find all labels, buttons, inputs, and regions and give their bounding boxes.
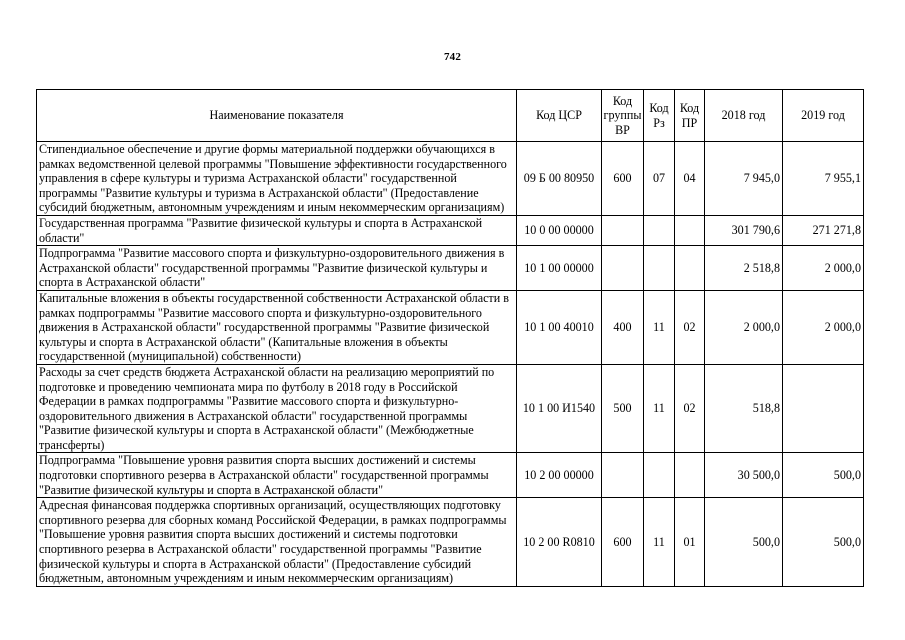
- header-csr: Код ЦСР: [517, 90, 602, 142]
- row-vr: 600: [602, 142, 644, 216]
- row-2018: 2 000,0: [705, 290, 783, 364]
- row-rz: 11: [644, 498, 675, 587]
- row-rz: 11: [644, 364, 675, 453]
- row-2018: 30 500,0: [705, 453, 783, 498]
- table-row: [37, 364, 864, 453]
- row-vr: 400: [602, 290, 644, 364]
- row-2018: 301 790,6: [705, 215, 783, 245]
- row-pr: [675, 453, 705, 498]
- header-2019: 2019 год: [783, 90, 864, 142]
- row-pr: 02: [675, 290, 705, 364]
- row-pr: 04: [675, 142, 705, 216]
- row-csr: 10 1 00 40010: [517, 290, 602, 364]
- row-rz: [644, 453, 675, 498]
- table-row: [37, 142, 864, 216]
- row-pr: [675, 215, 705, 245]
- table-row: [37, 453, 864, 498]
- row-2019: 500,0: [783, 498, 864, 587]
- table-row: [37, 215, 864, 245]
- row-2019: 2 000,0: [783, 246, 864, 291]
- row-csr: 10 0 00 00000: [517, 215, 602, 245]
- table-row: [37, 290, 864, 364]
- row-csr: 10 2 00 R0810: [517, 498, 602, 587]
- table-header-row: [37, 90, 864, 142]
- row-vr: [602, 246, 644, 291]
- row-name: Адресная финансовая поддержка спортивных организаций, осуществляющих подготовку спортивного резерва для сборных команд Российской Федерации, в рамках подпрограммы "Повышение уровня развития спорта высших достижений и системы подготовки спортивного резерва в Астраханской области" государственной программы "Развитие физической культуры и спорта в Астраханской области" (Предоставление субсидий бюджетным, автономным учреждениям и иным некоммерческим организациям): [37, 498, 517, 587]
- row-csr: 10 2 00 00000: [517, 453, 602, 498]
- row-2018: 2 518,8: [705, 246, 783, 291]
- header-vr: Код группы ВР: [602, 90, 644, 142]
- row-2019: 500,0: [783, 453, 864, 498]
- row-pr: [675, 246, 705, 291]
- row-name: Подпрограмма "Повышение уровня развития спорта высших достижений и системы подготовки спортивного резерва в Астраханской области" государственной программы "Развитие физической культуры и спорта в Астраханской области": [37, 453, 517, 498]
- row-pr: 01: [675, 498, 705, 587]
- row-vr: 500: [602, 364, 644, 453]
- header-pr: Код ПР: [675, 90, 705, 142]
- row-2019: 7 955,1: [783, 142, 864, 216]
- table-row: [37, 246, 864, 291]
- row-name: Государственная программа "Развитие физической культуры и спорта в Астраханской области": [37, 215, 517, 245]
- row-name: Расходы за счет средств бюджета Астраханской области на реализацию мероприятий по подготовке и проведению чемпионата мира по футболу в 2018 году в Российской Федерации в рамках подпрограммы "Развитие массового спорта и физкультурно-оздоровительного движения в Астраханской области" государственной программы "Развитие физической культуры и спорта в Астраханской области" (Межбюджетные трансферты): [37, 364, 517, 453]
- table-row: [37, 498, 864, 587]
- row-name: Стипендиальное обеспечение и другие формы материальной поддержки обучающихся в рамках ведомственной целевой программы "Повышение эффективности государственного управления в сфере культуры и туризма Астраханской области" государственной программы "Развитие культуры и туризма в Астраханской области" (Предоставление субсидий бюджетным, автономным учреждениям и иным некоммерческим организациям): [37, 142, 517, 216]
- header-name: Наименование показателя: [37, 90, 517, 142]
- row-vr: [602, 453, 644, 498]
- row-rz: [644, 215, 675, 245]
- row-rz: 07: [644, 142, 675, 216]
- row-vr: 600: [602, 498, 644, 587]
- row-2018: 7 945,0: [705, 142, 783, 216]
- header-2018: 2018 год: [705, 90, 783, 142]
- budget-table: [36, 89, 864, 587]
- row-csr: 09 Б 00 80950: [517, 142, 602, 216]
- row-rz: [644, 246, 675, 291]
- row-2019: 271 271,8: [783, 215, 864, 245]
- row-2018: 500,0: [705, 498, 783, 587]
- row-2018: 518,8: [705, 364, 783, 453]
- row-csr: 10 1 00 И1540: [517, 364, 602, 453]
- row-vr: [602, 215, 644, 245]
- row-2019: 2 000,0: [783, 290, 864, 364]
- row-name: Капитальные вложения в объекты государственной собственности Астраханской области в рамках подпрограммы "Развитие массового спорта и физкультурно-оздоровительного движения в Астраханской области" государственной программы "Развитие физической культуры и спорта в Астраханской области" (Капитальные вложения в объекты государственной (муниципальной) собственности): [37, 290, 517, 364]
- row-pr: 02: [675, 364, 705, 453]
- row-2019: [783, 364, 864, 453]
- row-csr: 10 1 00 00000: [517, 246, 602, 291]
- row-rz: 11: [644, 290, 675, 364]
- page-number: 742: [443, 51, 462, 63]
- header-rz: Код Рз: [644, 90, 675, 142]
- row-name: Подпрограмма "Развитие массового спорта и физкультурно-оздоровительного движения в Астраханской области" государственной программы "Развитие физической культуры и спорта в Астраханской области": [37, 246, 517, 291]
